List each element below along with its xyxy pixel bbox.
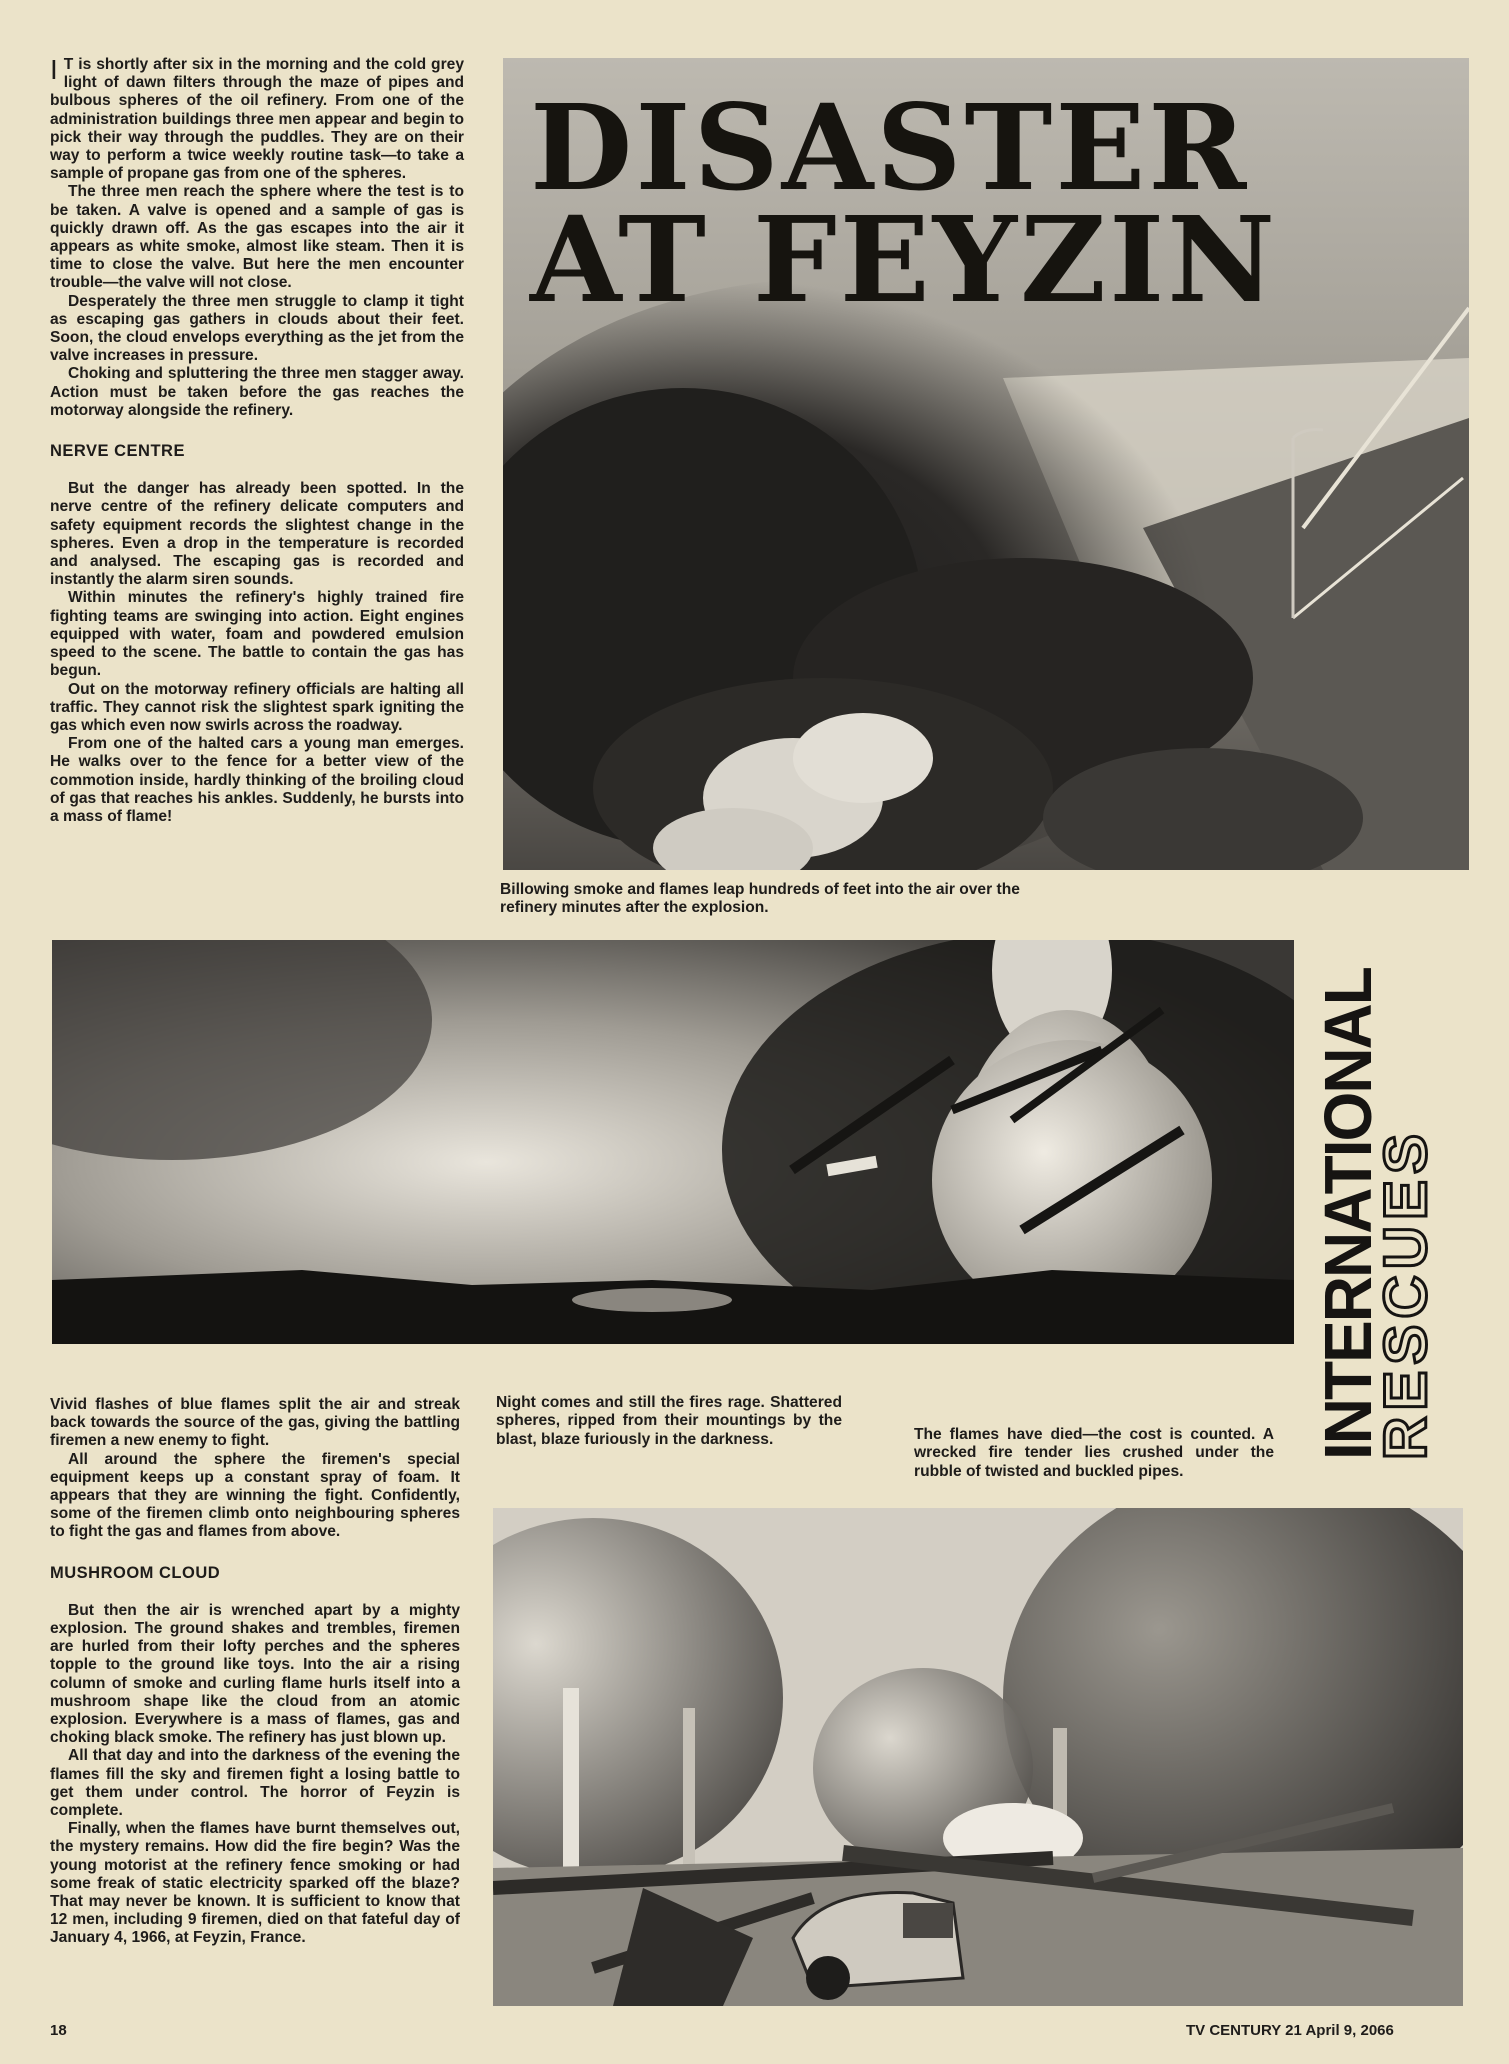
headline-line-1: DISASTER bbox=[530, 78, 1250, 217]
article-paragraph: The three men reach the sphere where the test is to be taken. A valve is opened and a sample of gas is quickly drawn off. As the gas escapes into the air it appears as white smoke, almost like steam. Then it is time to close the valve. But here the men encounter trouble—the valve will not close. bbox=[50, 183, 464, 292]
article-column-2 bbox=[50, 1396, 460, 1948]
banner-line-1: INTERNATIONAL bbox=[1310, 968, 1386, 1460]
publication-footer: TV CENTURY 21 April 9, 2066 bbox=[1186, 2022, 1394, 2039]
caption-middle-photo: Night comes and still the fires rage. Shattered spheres, ripped from their mountings by the blast, blaze furiously in the darkness. bbox=[496, 1394, 842, 1448]
section-heading: MUSHROOM CLOUD bbox=[50, 1563, 221, 1582]
article-paragraph: Finally, when the flames have burnt themselves out, the mystery remains. How did the fire begin? Was the young motorist at the refinery fence smoking or had some freak of static electricity sparked off the blaze? That may never be known. It is sufficient to know that 12 men, including 9 firemen, died on that fateful day of January 4, 1966, at Feyzin, France. bbox=[50, 1820, 460, 1947]
article-paragraph: Choking and spluttering the three men stagger away. Action must be taken before the gas reaches the motorway alongside the refinery. bbox=[50, 365, 464, 419]
article-paragraph: All that day and into the darkness of the evening the flames fill the sky and firemen fight a losing battle to get them under control. The horror of Feyzin is complete. bbox=[50, 1747, 460, 1820]
article-paragraph: All around the sphere the firemen's special equipment keeps up a constant spray of foam. It appears that they are winning the fight. Confidently, some of the firemen climb onto neighbouring spheres to fight the gas and flames from above. bbox=[50, 1450, 460, 1541]
paragraph-text: T is shortly after six in the morning and the cold grey light of dawn filters through the maze of pipes and bulbous spheres of the oil refinery. From one of the administration buildings three men appear and begin to pick their way through the puddles. They are on their way to perform a twice weekly routine task—to take a sample of propane gas from one of the spheres. bbox=[50, 56, 464, 183]
article-paragraph bbox=[50, 56, 464, 183]
banner-line-2: RESCUES bbox=[1372, 1127, 1439, 1460]
article-paragraph: Desperately the three men struggle to clamp it tight as escaping gas gathers in clouds about their feet. Soon, the cloud envelops everything as the jet from the valve increases in pressure. bbox=[50, 292, 464, 365]
section-heading: NERVE CENTRE bbox=[50, 442, 185, 461]
caption-bottom-photo: The flames have died—the cost is counted. A wrecked fire tender lies crushed under the rubble of twisted and buckled pipes. bbox=[914, 1426, 1274, 1480]
article-paragraph: But then the air is wrenched apart by a mighty explosion. The ground shakes and trembles, firemen are hurled from their lofty perches and the spheres topple to the ground like toys. Into the air a rising column of smoke and curling flame hurls itself into a mushroom shape like the cloud from an atomic explosion. Everywhere is a mass of flames, gas and choking black smoke. The refinery has just blown up. bbox=[50, 1601, 460, 1747]
headline-line-2: AT FEYZIN bbox=[530, 190, 1279, 329]
article-paragraph: Vivid flashes of blue flames split the air and streak back towards the source of the gas, giving the battling firemen a new enemy to fight. bbox=[50, 1396, 460, 1450]
article-paragraph: But the danger has already been spotted. In the nerve centre of the refinery delicate computers and safety equipment records the slightest change in the spheres. Even a drop in the temperature is recorded and analysed. The escaping gas is recorded and instantly the alarm siren sounds. bbox=[50, 480, 464, 589]
international-rescues-banner bbox=[1310, 968, 1439, 1460]
drop-cap: I bbox=[50, 54, 58, 85]
photo-night-fire-image bbox=[52, 940, 1294, 1344]
article-paragraph: Within minutes the refinery's highly trained fire fighting teams are swinging into action. Eight engines equipped with water, foam and powdered emulsion speed to the scene. The battle to contain the gas has begun. bbox=[50, 589, 464, 680]
photo-night-fire bbox=[52, 940, 1294, 1344]
headline bbox=[530, 78, 1279, 329]
article-paragraph: Out on the motorway refinery officials are halting all traffic. They cannot risk the slightest spark igniting the gas which even now swirls across the roadway. bbox=[50, 680, 464, 734]
photo-wreckage-image bbox=[493, 1508, 1463, 2006]
page-number: 18 bbox=[50, 2022, 67, 2039]
article-column-1 bbox=[50, 56, 464, 826]
article-paragraph: From one of the halted cars a young man emerges. He walks over to the fence for a better view of the commotion inside, hardly thinking of the broiling cloud of gas that reaches his ankles. Suddenly, he bursts into a mass of flame! bbox=[50, 735, 464, 825]
photo-wreckage bbox=[493, 1508, 1463, 2006]
caption-top-photo: Billowing smoke and flames leap hundreds of feet into the air over the refinery minutes after the explosion. bbox=[500, 881, 1020, 917]
